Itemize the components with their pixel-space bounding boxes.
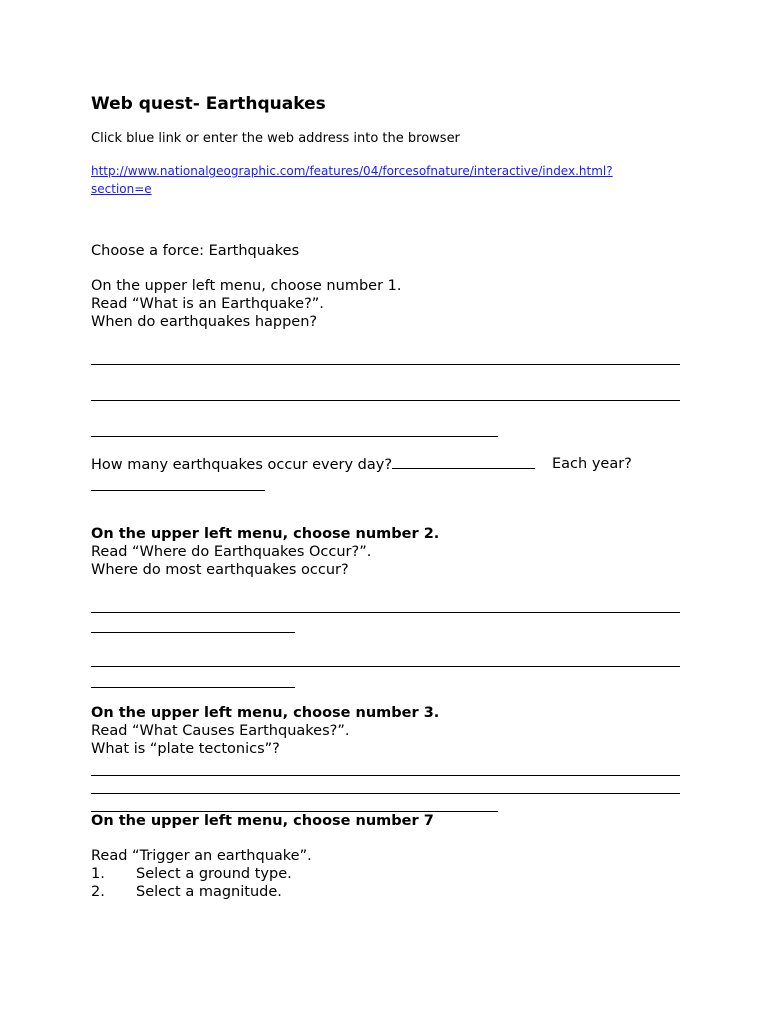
list-item xyxy=(91,883,282,901)
answer-blank-day xyxy=(392,455,535,469)
web-link-line-2[interactable]: section=e xyxy=(91,182,152,196)
answer-line xyxy=(91,436,498,437)
answer-line xyxy=(91,612,680,613)
step1-read: Read “What is an Earthquake?”. xyxy=(91,296,324,312)
answer-line xyxy=(91,400,680,401)
answer-line xyxy=(91,490,265,491)
question-per-year: Each year? xyxy=(552,456,632,472)
list-item-number: 1. xyxy=(91,866,105,882)
question-per-day: How many earthquakes occur every day? xyxy=(91,457,393,473)
step1-instruction: On the upper left menu, choose number 1. xyxy=(91,278,402,294)
answer-line xyxy=(91,666,680,667)
question-how-many-row xyxy=(91,455,535,474)
answer-line xyxy=(91,687,295,688)
list-item xyxy=(91,865,292,883)
question-when: When do earthquakes happen? xyxy=(91,314,318,330)
answer-line xyxy=(91,632,295,633)
section2-heading: On the upper left menu, choose number 2. xyxy=(91,526,440,542)
section3-heading: On the upper left menu, choose number 3. xyxy=(91,705,440,721)
list-item-text: Select a ground type. xyxy=(136,866,292,882)
list-item-text: Select a magnitude. xyxy=(136,884,282,900)
instruction-text: Click blue link or enter the web address into the browser xyxy=(91,131,460,146)
section7-read: Read “Trigger an earthquake”. xyxy=(91,848,312,864)
choose-force-text: Choose a force: Earthquakes xyxy=(91,243,300,259)
section3-question: What is “plate tectonics”? xyxy=(91,741,280,757)
section2-read: Read “Where do Earthquakes Occur?”. xyxy=(91,544,372,560)
answer-line xyxy=(91,364,680,365)
section2-question: Where do most earthquakes occur? xyxy=(91,562,349,578)
section7-heading: On the upper left menu, choose number 7 xyxy=(91,813,434,829)
section3-read: Read “What Causes Earthquakes?”. xyxy=(91,723,350,739)
page-title: Web quest- Earthquakes xyxy=(91,94,326,114)
list-item-number: 2. xyxy=(91,884,105,900)
answer-line xyxy=(91,775,680,776)
web-link-line-1[interactable]: http://www.nationalgeographic.com/features/04/forcesofnature/interactive/index.html? xyxy=(91,164,613,178)
answer-line xyxy=(91,793,680,794)
